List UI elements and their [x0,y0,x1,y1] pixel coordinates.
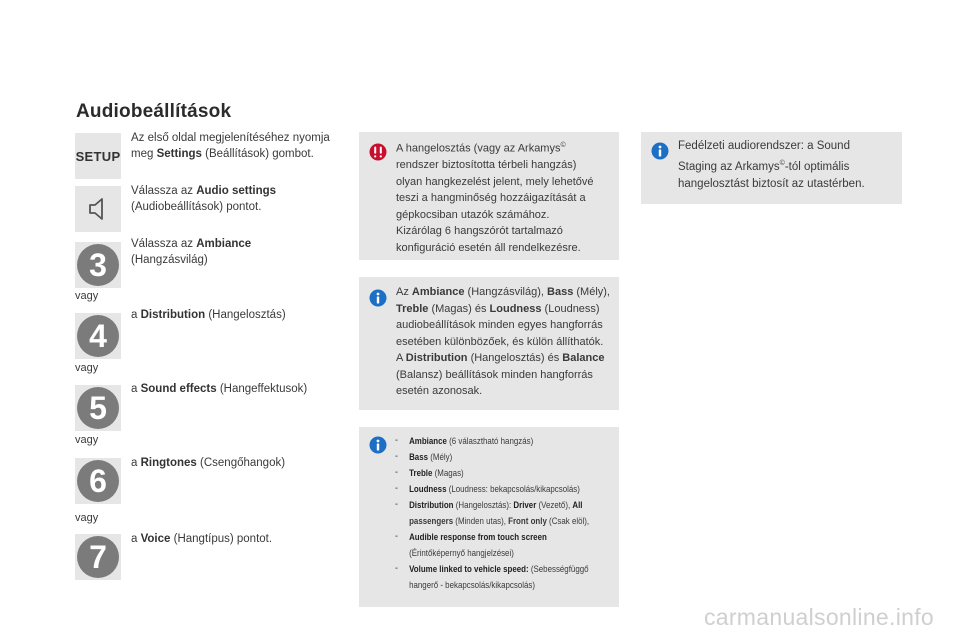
or-label: vagy [75,512,99,524]
step-5-bold: Sound effects [140,383,217,395]
page-title: Audiobeállítások [76,101,232,122]
warning-line-6: Kizárólag 6 hangszórót tartalmazó [396,225,563,238]
step-3-number-icon [75,242,121,288]
info-note-box-3 [641,132,902,204]
or-label: vagy [75,290,99,302]
speaker-step-icon [75,186,121,232]
step-2-bold: Audio settings [196,185,277,197]
or-label: vagy [75,434,99,446]
double-exclamation-icon [369,143,387,161]
list-item: - Treble (Magas) [395,467,464,478]
warning-line-3: olyan hangkezelést jelent, mely lehetővé [396,175,594,188]
info-note-text-1: Az Ambiance (Hangzásvilág), Bass (Mély), Treble (Magas) és Loudness (Loudness) audiobeállítások minden egyes hangforrás esetében különbözőek, és külön állíthatók. A Distribution (Hangelosztás) és Balance (Balansz) beállítások minden hangforrás esetén azonosak. [396,286,610,397]
step-2-post: (Audiobeállítások) pontot. [131,201,262,213]
step-7-post: (Hangtípus) pontot. [170,533,273,545]
step-6-bold: Ringtones [140,457,197,469]
step-5-number: 5 [77,387,119,429]
warning-line-7: konfiguráció esetén áll rendelkezésre. [396,241,581,254]
step-1-pre: Az első oldal megjelenítéséhez nyomja meg [131,132,330,160]
list-item: - Ambiance (6 választható hangzás) [395,435,534,446]
list-item-continuation: passengers (Minden utas), Front only (Csak elöl), [409,516,590,526]
step-4-bold: Distribution [140,309,206,321]
step-6-number-icon [75,458,121,504]
step-4-text [131,307,341,323]
list-item: - Audible response from touch screen [395,531,547,542]
info-icon [369,289,387,307]
audio-options-list [395,433,625,593]
list-item-continuation: (Érintőképernyő hangjelzései) [409,548,514,558]
setup-label: SETUP [75,148,121,164]
step-6-number: 6 [77,460,119,502]
list-item: - Volume linked to vehicle speed: (Sebességfüggő [395,563,589,574]
watermark: carmanualsonline.info [703,604,934,630]
step-1-post: (Beállítások) gombot. [201,148,314,160]
step-7-bold: Voice [140,533,171,545]
step-4-number: 4 [77,315,119,357]
step-5-text [131,381,341,397]
warning-note-box [359,132,619,260]
info-note-box-2 [359,427,619,607]
step-3-pre: Válassza az [131,238,197,250]
list-item-continuation: hangerő - bekapcsolás/kikapcsolás) [409,580,535,590]
step-3-post: (Hangzásvilág) [131,254,208,266]
step-7-text [131,531,341,547]
setup-button-icon [75,133,121,179]
warning-line-1: A hangelosztás (vagy az Arkamys [396,142,561,155]
step-2-text [131,183,341,215]
step-7-number: 7 [77,536,119,578]
step-5-pre: a [131,383,141,395]
info-icon [369,436,387,454]
info-icon [651,142,669,160]
step-6-post: (Csengőhangok) [196,457,286,469]
step-4-number-icon [75,313,121,359]
warning-note-text [396,138,618,256]
warning-line-4: teszi a hangminőség hozzáigazítását a [396,192,586,205]
step-3-number: 3 [77,244,119,286]
step-4-post: (Hangelosztás) [205,309,286,321]
step-6-pre: a [131,457,141,469]
step-5-post: (Hangeffektusok) [216,383,308,395]
list-item: - Bass (Mély) [395,451,453,462]
step-1-text [131,130,343,162]
step-3-bold: Ambiance [196,238,252,250]
or-label: vagy [75,362,99,374]
step-7-pre: a [131,533,141,545]
step-4-pre: a [131,309,141,321]
step-1-bold: Settings [156,148,202,160]
info-note-box-1 [359,277,619,410]
step-5-number-icon [75,385,121,431]
info-note-text-3: Fedélzeti audiorendszer: a Sound Staging az Arkamys©-tól optimális hangelosztást biztosít az utastérben. [678,140,865,190]
warning-line-5: gépkocsiban utazók számához. [396,208,550,221]
speaker-icon [83,194,113,224]
warning-line-2: rendszer biztosította térbeli hangzás) [396,159,577,172]
step-2-pre: Válassza az [131,185,197,197]
step-3-text [131,236,341,268]
list-item: - Loudness (Loudness: bekapcsolás/kikapcsolás) [395,483,580,494]
copyright-mark: © [560,142,566,149]
step-7-number-icon [75,534,121,580]
list-item: - Distribution (Hangelosztás): Driver (Vezető), All [395,499,583,510]
step-6-text [131,455,341,471]
